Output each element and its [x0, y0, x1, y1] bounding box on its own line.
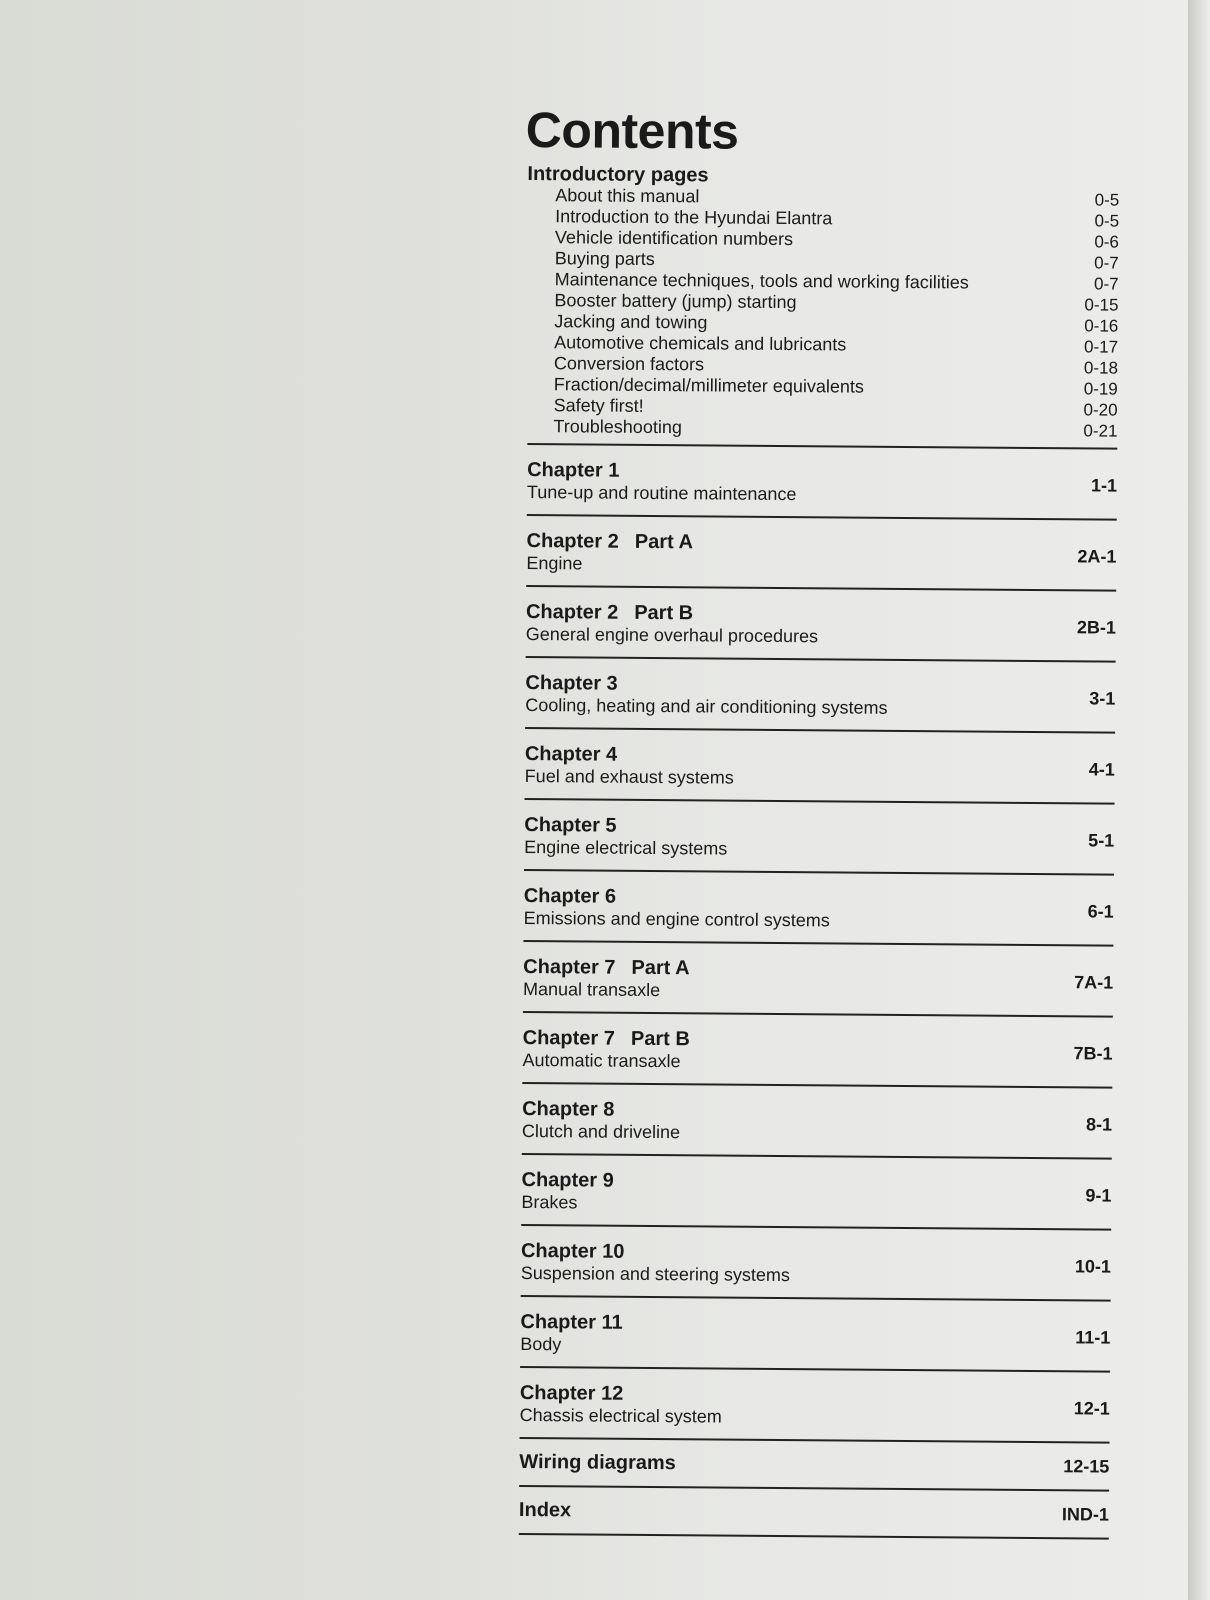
chapter-number: Chapter 8 [522, 1097, 615, 1121]
intro-item-page: 0-21 [1083, 421, 1118, 441]
chapter-entry[interactable] [520, 1368, 1111, 1444]
chapter-page: 3-1 [1089, 688, 1116, 709]
intro-list [553, 185, 1119, 441]
chapter-subtitle: Emissions and engine control systems [523, 907, 830, 931]
chapter-subtitle: Engine electrical systems [524, 836, 728, 859]
chapter-page: 2A-1 [1077, 546, 1117, 567]
intro-item-label: Troubleshooting [553, 416, 682, 438]
intro-item-label: About this manual [555, 185, 700, 207]
chapter-subtitle: Automatic transaxle [522, 1049, 681, 1072]
intro-heading: Introductory pages [527, 162, 709, 187]
intro-item-label: Maintenance techniques, tools and working facilities [554, 269, 969, 293]
chapter-entry[interactable] [526, 516, 1117, 592]
intro-item-page: 0-5 [1094, 190, 1120, 210]
extra-entry[interactable] [519, 1439, 1109, 1492]
chapter-heading [520, 1382, 640, 1406]
chapter-heading [522, 1098, 630, 1122]
intro-item-label: Fraction/decimal/millimeter equivalents [553, 374, 865, 397]
chapter-entry[interactable] [523, 942, 1114, 1018]
chapter-page: 1-1 [1090, 475, 1118, 496]
chapter-heading [525, 743, 633, 767]
chapter-number: Chapter 9 [521, 1168, 614, 1192]
page-edge [1188, 0, 1210, 1600]
intro-item[interactable] [553, 416, 1117, 441]
chapter-subtitle: Cooling, heating and air conditioning systems [525, 694, 888, 718]
chapter-heading [520, 1311, 638, 1335]
chapter-number: Chapter 7 [523, 955, 616, 979]
intro-item-page: 0-5 [1094, 211, 1120, 231]
chapter-subtitle: Suspension and steering systems [520, 1262, 791, 1286]
chapter-entry[interactable] [522, 1013, 1113, 1089]
chapter-entry[interactable] [525, 658, 1116, 734]
chapter-page: 7B-1 [1073, 1043, 1113, 1064]
page-title: Contents [525, 101, 739, 160]
chapter-part: Part A [631, 956, 690, 980]
chapter-part: Part A [634, 530, 694, 554]
chapter-number: Chapter 11 [520, 1310, 623, 1334]
chapter-entry[interactable] [522, 1084, 1113, 1160]
intro-item-label: Introduction to the Hyundai Elantra [555, 206, 833, 229]
chapter-entry[interactable] [524, 800, 1115, 876]
intro-item-page: 0-19 [1083, 379, 1118, 399]
intro-item-label: Automotive chemicals and lubricants [554, 332, 847, 355]
intro-item-label: Booster battery (jump) starting [554, 290, 797, 313]
chapter-part: Part B [630, 1027, 690, 1051]
chapter-number: Chapter 2 [526, 529, 619, 553]
chapter-number: Chapter 1 [527, 458, 620, 482]
extra-label: Wiring diagrams [519, 1450, 676, 1475]
chapter-subtitle: Body [520, 1333, 562, 1355]
extra-entry[interactable] [519, 1487, 1109, 1540]
chapter-subtitle: Chassis electrical system [519, 1404, 722, 1427]
chapter-heading [521, 1169, 629, 1193]
extra-page: IND-1 [1061, 1504, 1110, 1525]
chapter-page: 9-1 [1085, 1185, 1112, 1206]
chapter-number: Chapter 6 [523, 884, 617, 908]
chapter-number: Chapter 12 [519, 1381, 624, 1405]
chapter-subtitle: Engine [526, 552, 583, 574]
intro-item-label: Buying parts [554, 248, 655, 269]
chapter-entry[interactable] [520, 1297, 1111, 1373]
chapter-number: Chapter 7 [522, 1026, 616, 1050]
chapter-subtitle: Brakes [521, 1191, 578, 1213]
chapter-page: 12-1 [1073, 1398, 1110, 1419]
intro-item-page: 0-17 [1084, 337, 1119, 357]
chapter-page: 7A-1 [1074, 972, 1114, 993]
chapter-subtitle: Clutch and driveline [521, 1120, 681, 1143]
chapter-heading [526, 530, 693, 554]
chapter-page: 5-1 [1088, 830, 1115, 851]
extra-list [519, 1439, 1110, 1540]
chapter-page: 4-1 [1088, 759, 1115, 780]
intro-item-page: 0-7 [1093, 274, 1119, 294]
intro-item-page: 0-15 [1084, 295, 1119, 315]
chapter-subtitle: General engine overhaul procedures [525, 623, 819, 647]
chapter-heading [524, 885, 632, 909]
chapter-page: 10-1 [1074, 1256, 1111, 1277]
intro-item-label: Vehicle identification numbers [554, 227, 794, 250]
chapter-list [520, 445, 1118, 1444]
show-through-text [150, 280, 165, 347]
chapter-number: Chapter 10 [520, 1239, 625, 1263]
chapter-subtitle: Fuel and exhaust systems [524, 765, 734, 788]
extra-page: 12-15 [1063, 1456, 1110, 1477]
table-of-contents [518, 101, 1120, 1540]
chapter-entry[interactable] [521, 1226, 1112, 1302]
chapter-number: Chapter 2 [525, 600, 619, 624]
intro-item-label: Jacking and towing [554, 311, 708, 333]
chapter-page: 6-1 [1087, 901, 1114, 922]
chapter-entry[interactable] [523, 871, 1114, 947]
chapter-heading [526, 601, 693, 625]
intro-item-page: 0-7 [1094, 253, 1119, 273]
chapter-page: 11-1 [1075, 1327, 1111, 1348]
chapter-part: Part B [634, 601, 694, 625]
chapter-heading [527, 459, 635, 483]
extra-label: Index [518, 1498, 572, 1522]
chapter-page: 2B-1 [1076, 617, 1116, 638]
chapter-entry[interactable] [525, 729, 1116, 805]
intro-item-label: Safety first! [553, 395, 644, 416]
chapter-heading [525, 672, 633, 696]
chapter-heading [523, 956, 690, 980]
chapter-heading [521, 1240, 641, 1264]
intro-item-page: 0-18 [1083, 358, 1119, 378]
intro-item-page: 0-6 [1094, 232, 1120, 252]
chapter-page: 8-1 [1085, 1114, 1113, 1135]
intro-item-label: Conversion factors [553, 353, 705, 375]
chapter-number: Chapter 3 [525, 671, 618, 695]
intro-item-page: 0-20 [1083, 400, 1118, 420]
chapter-heading [523, 1027, 690, 1051]
chapter-subtitle: Manual transaxle [522, 978, 661, 1001]
chapter-entry[interactable] [527, 445, 1118, 521]
chapter-number: Chapter 4 [524, 742, 618, 766]
chapter-heading [524, 814, 632, 838]
intro-item-page: 0-16 [1084, 316, 1119, 336]
chapter-subtitle: Tune-up and routine maintenance [526, 481, 797, 505]
chapter-entry[interactable] [521, 1155, 1112, 1231]
chapter-entry[interactable] [526, 587, 1117, 663]
chapter-number: Chapter 5 [524, 813, 617, 837]
